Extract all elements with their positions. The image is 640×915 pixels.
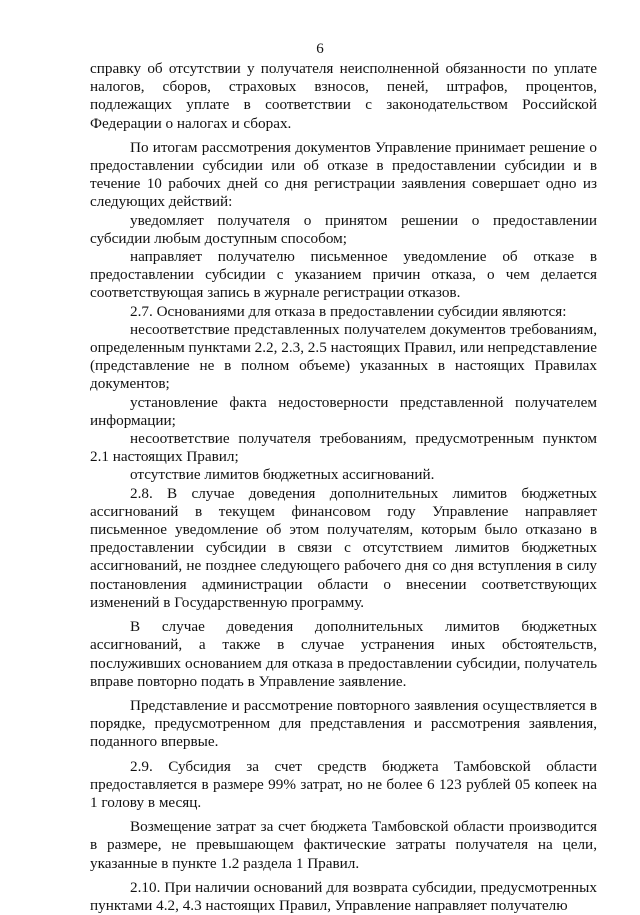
paragraph: Представление и рассмотрение повторного заявления осуществляется в порядке, предусмотренном для представления и рассмотрения заявления, поданного впервые. [90, 696, 597, 751]
paragraph: справку об отсутствии у получателя неисполненной обязанности по уплате налогов, сборов, страховых взносов, пеней, штрафов, процентов, подлежащих уплате в соответствии с законодательством Российской Федерации о налогах и сборах. [90, 60, 597, 132]
paragraph: По итогам рассмотрения документов Управление принимает решение о предоставлении субсидии или об отказе в предоставлении субсидии и в течение 10 рабочих дней со дня регистрации заявления совершает одно из следующих действий: [90, 138, 597, 211]
paragraph: В случае доведения дополнительных лимитов бюджетных ассигнований, а также в случае устранения иных обстоятельств, послуживших основанием для отказа в предоставлении субсидии, получатель вправе повторно подать в Управление заявление. [90, 618, 597, 690]
paragraph: несоответствие представленных получателем документов требованиям, определенным пунктами 2.2, 2.3, 2.5 настоящих Правил, или непредставление (представление не в полном объеме) указанных в настоящих Правилах документов; [90, 320, 597, 393]
paragraph: уведомляет получателя о принятом решении о предоставлении субсидии любым доступным способом; [90, 211, 597, 247]
paragraph: 2.9. Субсидия за счет средств бюджета Тамбовской области предоставляется в размере 99% затрат, но не более 6 123 рублей 05 копеек на 1 голову в месяц. [90, 757, 597, 811]
paragraph: 2.8. В случае доведения дополнительных лимитов бюджетных ассигнований в текущем финансовом году Управление направляет письменное уведомление об этом получателям, которым было отказано в предоставлении субсидии в связи с отсутствием лимитов бюджетных ассигнований, не позднее следующего рабочего дня со дня вступления в силу постановления администрации области о внесении соответствующих изменений в Государственную программу. [90, 484, 597, 611]
paragraph: отсутствие лимитов бюджетных ассигнований. [130, 466, 435, 484]
paragraph: Возмещение затрат за счет бюджета Тамбовской области производится в размере, не превышающем фактические затраты получателя на цели, указанные в пункте 1.2 раздела 1 Правил. [90, 818, 597, 872]
paragraph: несоответствие получателя требованиям, предусмотренным пунктом 2.1 настоящих Правил; [90, 430, 597, 466]
paragraph: установление факта недостоверности представленной получателем информации; [90, 393, 597, 429]
page-number: 6 [316, 41, 324, 57]
paragraph: 2.10. При наличии оснований для возврата субсидии, предусмотренных пунктами 4.2, 4.3 настоящих Правил, Управление направляет получателю [90, 878, 597, 914]
document-body [90, 60, 597, 915]
paragraph: направляет получателю письменное уведомление об отказе в предоставлении субсидии с указанием причин отказа, о чем делается соответствующая запись в журнале регистрации отказов. [90, 248, 597, 302]
paragraph: 2.7. Основаниями для отказа в предоставлении субсидии являются: [130, 302, 567, 320]
